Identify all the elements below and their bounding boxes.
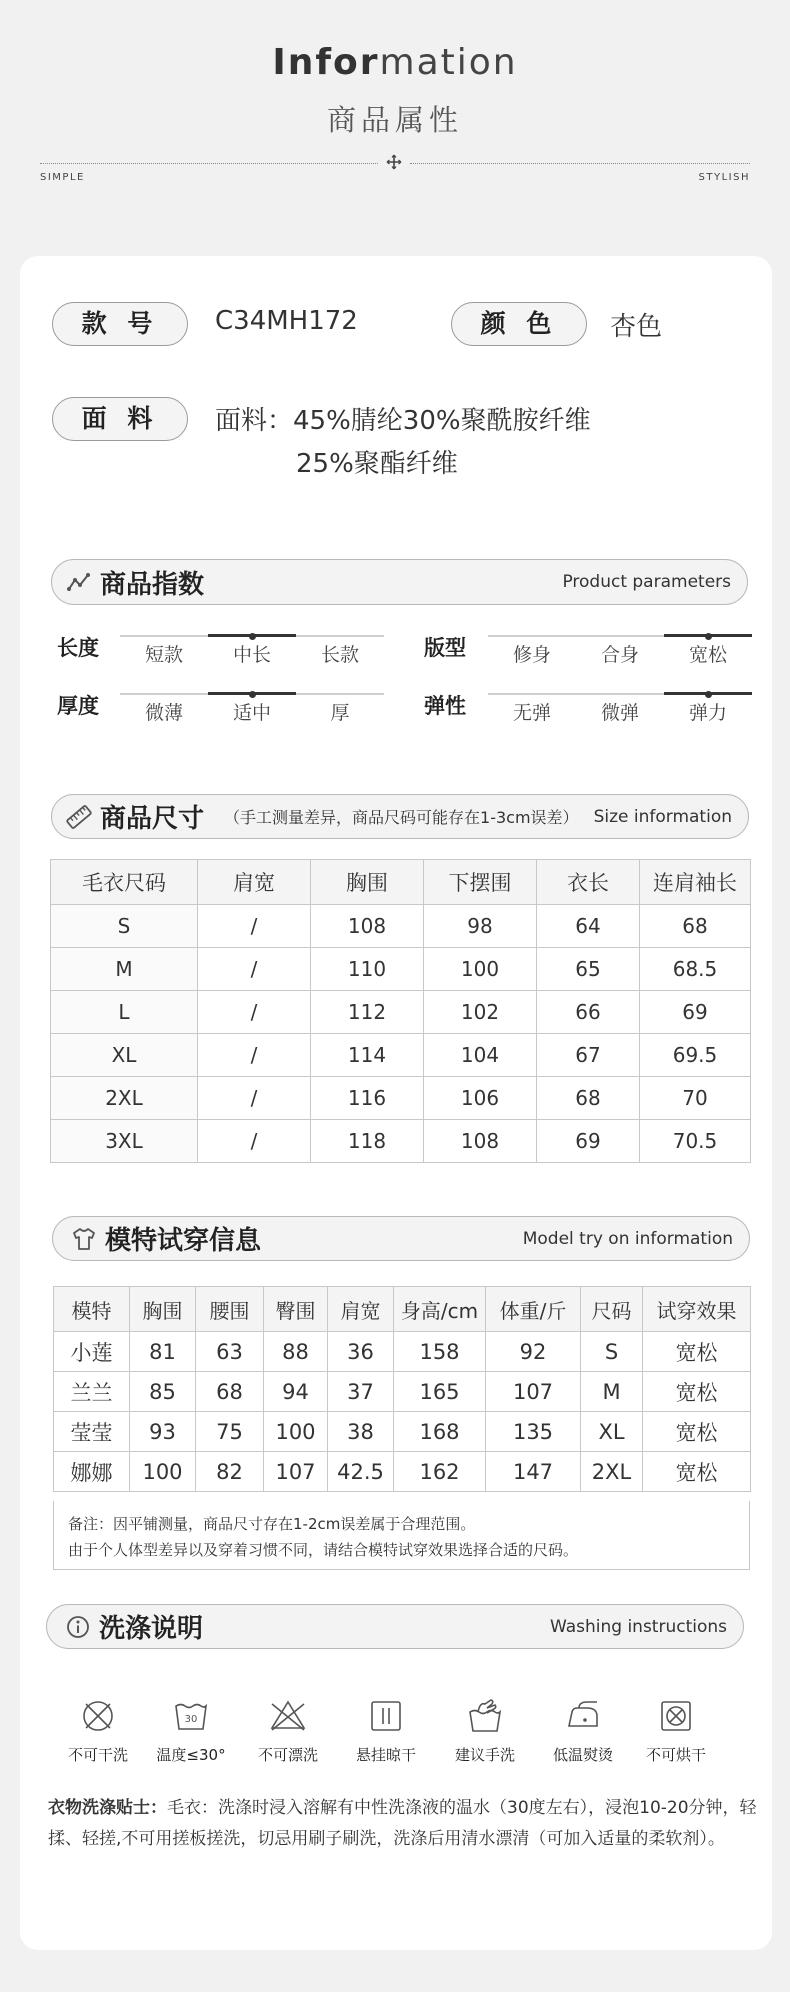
table-row — [54, 1452, 751, 1492]
table-cell: 107 — [264, 1452, 328, 1492]
size-table-header-cell: 毛衣尺码 — [51, 860, 198, 905]
wash-item-label: 低温熨烫 — [552, 1746, 613, 1764]
table-cell: 81 — [130, 1332, 196, 1372]
color-label: 颜 色 — [451, 302, 587, 346]
table-row — [54, 1372, 751, 1412]
table-cell: 68.5 — [640, 948, 751, 991]
param-scale-marker — [705, 691, 712, 698]
model-note-line-2: 由于个人体型差异以及穿着习惯不同，请结合模特试穿效果选择合适的尺码。 — [68, 1541, 579, 1559]
param-label: 长度 — [57, 636, 99, 660]
size-title-en: Size information — [593, 806, 732, 827]
table-cell: 70.5 — [640, 1120, 751, 1163]
table-cell: 162 — [394, 1452, 486, 1492]
page-title-bold: Infor — [272, 42, 380, 83]
param-option: 微弹 — [600, 702, 639, 724]
table-cell: 88 — [264, 1332, 328, 1372]
table-row — [54, 1412, 751, 1452]
param-scale-marker — [249, 691, 256, 698]
wash-item — [341, 1696, 431, 1765]
model-table-header-cell: 腰围 — [196, 1287, 264, 1332]
param-option: 长款 — [320, 644, 359, 666]
size-table-header-cell: 下摆围 — [424, 860, 537, 905]
param-scale-marker — [249, 633, 256, 640]
table-cell: 38 — [328, 1412, 394, 1452]
table-cell: S — [581, 1332, 643, 1372]
model-title: 模特试穿信息 — [105, 1226, 262, 1256]
no-bleach-icon — [268, 1696, 308, 1736]
table-cell: / — [198, 1120, 311, 1163]
param-scale-marker — [705, 633, 712, 640]
table-cell: M — [51, 948, 198, 991]
table-cell: 100 — [424, 948, 537, 991]
header-right-word: STYLISH — [698, 172, 750, 183]
wash-30-icon — [171, 1696, 211, 1736]
table-cell: 69.5 — [640, 1034, 751, 1077]
table-cell: XL — [581, 1412, 643, 1452]
svg-text:30: 30 — [184, 1714, 198, 1725]
param-option: 弹力 — [688, 702, 727, 724]
table-cell: / — [198, 905, 311, 948]
table-cell: 36 — [328, 1332, 394, 1372]
color-value: 杏色 — [610, 312, 663, 342]
wash-item — [631, 1696, 721, 1765]
table-row — [51, 1077, 751, 1120]
table-cell: 68 — [537, 1077, 640, 1120]
wash-item — [146, 1696, 236, 1765]
model-note — [53, 1501, 750, 1570]
wash-tip-text: 毛衣：洗涤时浸入溶解有中性洗涤液的温水（30度左右），浸泡10-20分钟，轻揉、轻搓,不可用搓板搓洗，切忌用刷子刷洗，洗涤后用清水漂清（可加入适量的柔软剂）。 — [48, 1798, 757, 1849]
header-left-word: SIMPLE — [40, 172, 85, 183]
wash-item-label: 不可干洗 — [67, 1746, 128, 1764]
table-cell: 宽松 — [643, 1332, 751, 1372]
table-cell: 107 — [486, 1372, 581, 1412]
page-title-rest: mation — [379, 42, 518, 83]
table-cell: 65 — [537, 948, 640, 991]
size-table-header-cell: 衣长 — [537, 860, 640, 905]
param-option: 厚 — [330, 702, 350, 724]
fabric-label: 面 料 — [52, 397, 188, 441]
table-cell: 68 — [640, 905, 751, 948]
table-cell: 94 — [264, 1372, 328, 1412]
table-cell: 104 — [424, 1034, 537, 1077]
table-row — [51, 1120, 751, 1163]
model-table-header-cell: 胸围 — [130, 1287, 196, 1332]
table-cell: 2XL — [581, 1452, 643, 1492]
wash-section-bar — [46, 1604, 744, 1649]
style-number-value: C34MH172 — [215, 306, 358, 336]
table-cell: 75 — [196, 1412, 264, 1452]
table-cell: / — [198, 1077, 311, 1120]
table-cell: 93 — [130, 1412, 196, 1452]
no-dry-clean-icon — [78, 1696, 118, 1736]
size-section-bar — [51, 794, 749, 839]
wash-item-label: 温度≤30° — [156, 1746, 226, 1764]
table-cell: 158 — [394, 1332, 486, 1372]
param-option: 微薄 — [144, 702, 183, 724]
size-title-note: （手工测量差异，商品尺码可能存在1-3cm误差） — [224, 808, 579, 827]
info-circle-icon — [65, 1614, 91, 1640]
hang-dry-icon — [366, 1696, 406, 1736]
size-table-header-cell: 连肩袖长 — [640, 860, 751, 905]
table-cell: 106 — [424, 1077, 537, 1120]
page-subtitle: 商品属性 — [326, 103, 463, 137]
wash-item-label: 悬挂晾干 — [355, 1746, 416, 1764]
table-row — [51, 948, 751, 991]
size-table — [50, 859, 751, 1163]
style-number-label: 款 号 — [52, 302, 188, 346]
table-cell: 92 — [486, 1332, 581, 1372]
table-cell: 112 — [311, 991, 424, 1034]
table-cell: 娜娜 — [54, 1452, 130, 1492]
header-divider-right — [410, 163, 750, 164]
table-cell: 114 — [311, 1034, 424, 1077]
table-cell: / — [198, 1034, 311, 1077]
table-cell: 宽松 — [643, 1412, 751, 1452]
param-option: 合身 — [600, 644, 639, 666]
params-title-en: Product parameters — [562, 572, 731, 592]
wash-item — [440, 1696, 530, 1765]
size-table-header-cell: 胸围 — [311, 860, 424, 905]
param-label: 版型 — [424, 636, 466, 660]
table-cell: 2XL — [51, 1077, 198, 1120]
trend-line-icon — [66, 569, 92, 595]
model-note-line-1: 备注：因平铺测量，商品尺寸存在1-2cm误差属于合理范围。 — [68, 1515, 476, 1533]
table-row — [51, 1034, 751, 1077]
table-row — [54, 1332, 751, 1372]
table-cell: M — [581, 1372, 643, 1412]
table-cell: 100 — [264, 1412, 328, 1452]
table-cell: 37 — [328, 1372, 394, 1412]
wash-item — [53, 1696, 143, 1765]
table-cell: 108 — [311, 905, 424, 948]
table-cell: 宽松 — [643, 1452, 751, 1492]
params-title: 商品指数 — [100, 569, 205, 600]
table-cell: 莹莹 — [54, 1412, 130, 1452]
table-cell: 165 — [394, 1372, 486, 1412]
table-cell: / — [198, 948, 311, 991]
table-cell: 小莲 — [54, 1332, 130, 1372]
table-cell: 168 — [394, 1412, 486, 1452]
model-table-header-cell: 尺码 — [581, 1287, 643, 1332]
fabric-line-1: 面料：45%腈纶30%聚酰胺纤维 — [215, 406, 591, 436]
param-label: 厚度 — [57, 694, 99, 718]
table-cell: 66 — [537, 991, 640, 1034]
cross-ornament-icon — [386, 154, 402, 170]
page-title — [0, 42, 790, 83]
shirt-icon — [71, 1226, 97, 1252]
wash-title-en: Washing instructions — [549, 1616, 727, 1637]
table-cell: 兰兰 — [54, 1372, 130, 1412]
table-cell: S — [51, 905, 198, 948]
param-option: 适中 — [232, 702, 271, 724]
model-table-header-cell: 试穿效果 — [643, 1287, 751, 1332]
table-cell: 69 — [537, 1120, 640, 1163]
wash-tip-label: 衣物洗涤贴士： — [48, 1798, 167, 1818]
model-table-header-cell: 肩宽 — [328, 1287, 394, 1332]
param-option: 修身 — [512, 644, 551, 666]
table-cell: 102 — [424, 991, 537, 1034]
table-cell: 100 — [130, 1452, 196, 1492]
param-option: 短款 — [144, 644, 183, 666]
table-cell: 110 — [311, 948, 424, 991]
wash-item-label: 建议手洗 — [454, 1746, 515, 1764]
wash-item-label: 不可烘干 — [645, 1746, 706, 1764]
table-cell: 3XL — [51, 1120, 198, 1163]
wash-item — [243, 1696, 333, 1765]
table-cell: 135 — [486, 1412, 581, 1452]
model-table-header-cell: 模特 — [54, 1287, 130, 1332]
param-option: 宽松 — [688, 644, 727, 666]
table-row — [51, 905, 751, 948]
table-cell: XL — [51, 1034, 198, 1077]
model-table — [53, 1286, 751, 1492]
model-table-header-cell: 身高/cm — [394, 1287, 486, 1332]
table-cell: L — [51, 991, 198, 1034]
model-table-header-cell: 臀围 — [264, 1287, 328, 1332]
table-cell: 118 — [311, 1120, 424, 1163]
table-cell: 98 — [424, 905, 537, 948]
table-row — [51, 991, 751, 1034]
param-label: 弹性 — [424, 694, 466, 718]
table-cell: 116 — [311, 1077, 424, 1120]
table-cell: / — [198, 991, 311, 1034]
low-iron-icon — [563, 1696, 603, 1736]
table-cell: 68 — [196, 1372, 264, 1412]
hand-wash-icon — [465, 1696, 505, 1736]
ruler-icon — [66, 804, 92, 830]
param-option: 无弹 — [512, 702, 551, 724]
table-cell: 82 — [196, 1452, 264, 1492]
model-title-en: Model try on information — [522, 1228, 733, 1249]
header-divider-left — [40, 163, 378, 164]
table-cell: 85 — [130, 1372, 196, 1412]
params-section-bar — [51, 559, 748, 605]
table-cell: 42.5 — [328, 1452, 394, 1492]
size-title: 商品尺寸 — [100, 804, 205, 834]
table-cell: 宽松 — [643, 1372, 751, 1412]
table-cell: 63 — [196, 1332, 264, 1372]
table-cell: 147 — [486, 1452, 581, 1492]
table-cell: 108 — [424, 1120, 537, 1163]
model-table-header-cell: 体重/斤 — [486, 1287, 581, 1332]
table-cell: 69 — [640, 991, 751, 1034]
wash-tip — [48, 1793, 766, 1855]
table-cell: 70 — [640, 1077, 751, 1120]
no-tumble-dry-icon — [656, 1696, 696, 1736]
wash-item-label: 不可漂洗 — [257, 1746, 318, 1764]
fabric-line-2: 25%聚酯纤维 — [296, 449, 458, 479]
model-section-bar — [52, 1216, 750, 1261]
wash-title: 洗涤说明 — [99, 1614, 204, 1644]
table-cell: 64 — [537, 905, 640, 948]
model-table-header — [54, 1287, 751, 1332]
table-cell: 67 — [537, 1034, 640, 1077]
size-table-header-cell: 肩宽 — [198, 860, 311, 905]
param-option: 中长 — [232, 644, 271, 666]
wash-item — [538, 1696, 628, 1765]
size-table-header — [51, 860, 751, 905]
